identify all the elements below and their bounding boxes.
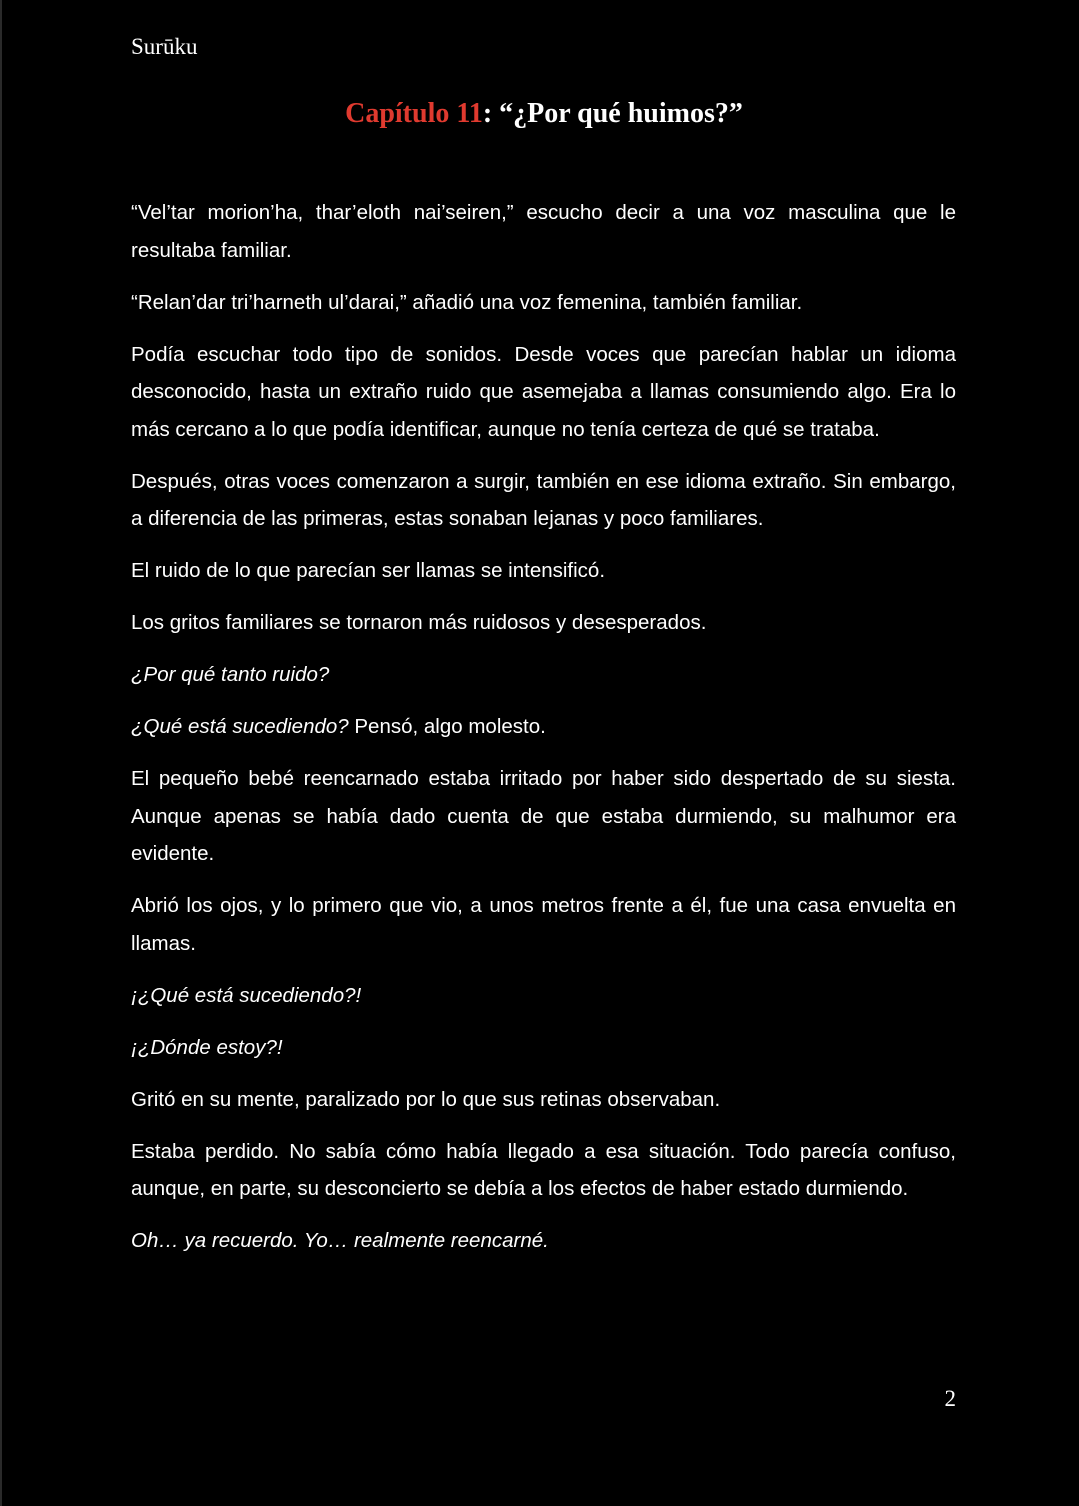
paragraph-11 — [131, 977, 956, 1015]
paragraph-9: El pequeño bebé reencarnado estaba irritado por haber sido despertado de su siesta. Aunque apenas se había dado cuenta de que estaba durmiendo, su malhumor era evidente. — [131, 767, 956, 865]
page-number: 2 — [944, 1386, 956, 1411]
thought-text: ¡¿Dónde estoy?! — [131, 1035, 283, 1059]
thought-text: ¿Qué está sucediendo? — [131, 715, 349, 738]
paragraph-7 — [131, 656, 956, 694]
chapter-body — [131, 194, 956, 1274]
paragraph-13: Gritó en su mente, paralizado por lo que sus retinas observaban. — [131, 1087, 721, 1111]
thought-text: ¿Por qué tanto ruido? — [131, 663, 330, 686]
narration-text: Pensó, algo molesto. — [348, 715, 546, 738]
paragraph-12 — [131, 1029, 956, 1067]
paragraph-10: Abrió los ojos, y lo primero que vio, a unos metros frente a él, fue una casa envuelta en llamas. — [131, 894, 956, 955]
running-header: Surūku — [131, 34, 198, 59]
paragraph-15 — [131, 1222, 956, 1260]
paragraph-5: El ruido de lo que parecían ser llamas se intensificó. — [131, 559, 606, 582]
paragraph-14: Estaba perdido. No sabía cómo había llegado a esa situación. Todo parecía confuso, aunque, en parte, su desconcierto se debía a los efectos de haber estado durmiendo. — [131, 1139, 956, 1200]
thought-text: ¡¿Qué está sucediendo?! — [131, 983, 362, 1007]
chapter-name: “¿Por qué huimos?” — [499, 98, 743, 129]
chapter-title — [2, 94, 1079, 134]
paragraph-1: “Vel’tar morion’ha, thar’eloth nai’seiren,” escucho decir a una voz masculina que le resultaba familiar. — [131, 201, 956, 262]
paragraph-3: Podía escuchar todo tipo de sonidos. Desde voces que parecían hablar un idioma desconocido, hasta un extraño ruido que asemejaba a llamas consumiendo algo. Era lo más cercano a lo que podía identificar, aunque no tenía certeza de qué se trataba. — [131, 342, 956, 441]
chapter-separator: : — [482, 98, 500, 129]
chapter-label: Capítulo 11 — [345, 98, 483, 129]
paragraph-2: “Relan’dar tri’harneth ul’darai,” añadió una voz femenina, también familiar. — [131, 290, 803, 314]
paragraph-8 — [131, 708, 956, 746]
paragraph-6: Los gritos familiares se tornaron más ruidosos y desesperados. — [131, 611, 707, 634]
paragraph-4: Después, otras voces comenzaron a surgir, también en ese idioma extraño. Sin embargo, a diferencia de las primeras, estas sonaban lejanas y poco familiares. — [131, 469, 956, 530]
thought-text: Oh… ya recuerdo. Yo… realmente reencarné. — [131, 1229, 549, 1252]
